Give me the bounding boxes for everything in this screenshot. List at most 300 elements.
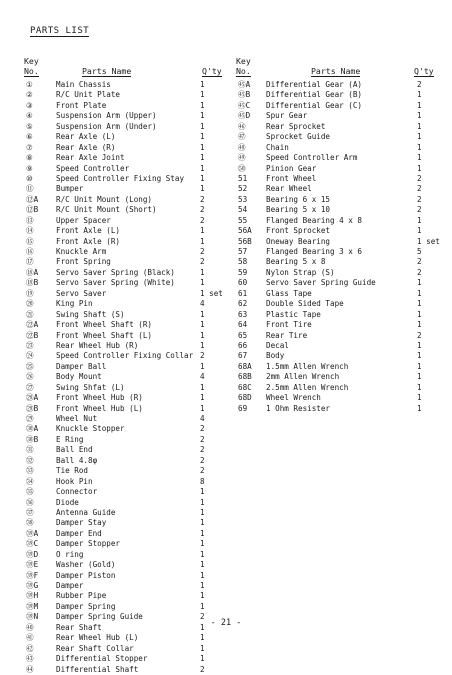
header-row [24,66,224,77]
part-key-number: ⑪ [26,184,34,194]
parts-list-row [24,560,224,570]
part-key-number: ㉞ [26,476,34,486]
part-quantity: 1 [200,497,205,507]
parts-list-row [236,257,446,267]
parts-list-row [236,143,446,153]
parts-list-row [236,268,446,278]
part-name: Ball 4.8φ [56,455,98,465]
page-number: - 21 - [210,618,242,628]
part-name: Hook Pin [56,476,93,486]
parts-list-row [236,341,446,351]
part-quantity: 1 [200,320,205,330]
part-name: Servo Saver [56,288,107,298]
part-name: Oneway Bearing [266,236,331,246]
part-key-number: ㊴G [26,581,39,590]
part-quantity: 1 [200,570,205,580]
part-quantity: 1 set [417,236,440,246]
part-quantity: 2 [417,330,422,340]
part-quantity: 1 [200,111,205,121]
parts-list-row [24,424,224,434]
parts-list-row [24,654,224,664]
part-key-number: ㊺B [238,90,251,100]
parts-list-row [24,487,224,497]
part-name: Damper Stopper [56,539,121,549]
parts-list-row [236,351,446,361]
part-quantity: 1 [200,622,205,632]
part-quantity: 2 [200,455,205,465]
part-quantity: 1 [200,654,205,664]
parts-list-row [24,237,224,247]
part-key-number: ㊿ [238,163,246,173]
part-name: Front Wheel Hub (R) [56,393,143,403]
part-quantity: 1 [417,163,422,173]
part-quantity: 2 [200,351,205,361]
part-key-number: ㉕ [26,361,34,371]
part-key-number: ⑱B [26,278,39,288]
part-key-number: ㊾ [238,153,246,163]
parts-list-row [24,205,224,215]
part-quantity: 1 [417,121,422,131]
part-quantity: 1 [200,403,205,413]
part-key-number: ㉛ [26,445,34,455]
parts-list-row [236,362,446,372]
parts-list-row [236,299,446,309]
part-name: Damper Ball [56,361,107,371]
parts-list-row [236,174,446,184]
part-name: Rear Axle (L) [56,132,116,142]
part-name: Swing Shaft (S) [56,309,125,319]
part-name: Speed Controller [56,163,130,173]
parts-list-row [24,633,224,643]
part-key-number: ⑲ [26,288,34,298]
part-name: Rear Wheel Hub (R) [56,340,139,350]
part-key-number: ㊴M [26,601,39,611]
part-quantity: 1 [200,236,205,246]
parts-list-row [236,205,446,215]
part-name: Bearing 5 x 8 [266,257,326,267]
part-name: R/C Unit Mount (Short) [56,205,157,215]
part-quantity: 1 [417,90,422,100]
part-key-number: 55 [238,215,248,225]
part-name: Rubber Pipe [56,591,107,601]
part-key-number: ⑬ [26,215,34,225]
part-name: Differential Gear (C) [266,100,363,110]
part-name: Wheel Nut [56,414,98,423]
part-name: Front Tire [266,320,312,330]
part-name: Bumper [56,184,84,194]
part-name: Damper Spring [56,601,116,611]
part-quantity: 1 [200,153,205,163]
part-name: Front Sprocket [266,226,331,236]
parts-list-row [24,644,224,654]
parts-list-row [24,435,224,445]
part-name: Front Axle (R) [56,236,121,246]
part-quantity: 1 [200,309,205,319]
part-key-number: ㊴C [26,539,39,549]
part-key-number: ㉚A [26,424,39,434]
part-key-number: ⑫B [26,205,39,215]
header-key: Key [236,56,251,66]
part-quantity: 2 [200,612,205,622]
parts-list-row [24,184,224,194]
part-key-number: ㊴H [26,591,39,601]
part-name: Front Wheel Hub (L) [56,403,143,413]
part-quantity: 1 [200,560,205,570]
part-name: Double Sided Tape [266,299,344,309]
parts-list-row [236,184,446,194]
part-quantity: 1 [200,330,205,340]
header-row [236,66,446,77]
part-key-number: ⑨ [26,163,33,173]
part-name: Differential Gear (B) [266,90,363,100]
part-name: Rear Axle (R) [56,142,116,152]
part-quantity: 4 [200,299,205,309]
part-key-number: 68D [238,393,252,403]
part-key-number: ㊺C [238,100,251,110]
parts-list-row [24,351,224,361]
part-key-number: 51 [238,173,248,183]
part-quantity: 1 [200,278,205,288]
parts-list-row [236,278,446,288]
part-key-number: ④ [26,111,33,121]
parts-list-row [24,383,224,393]
parts-list-row [24,602,224,612]
header-qty: Q'ty [202,66,222,76]
parts-list-left [24,80,224,675]
part-name: Body Mount [56,372,102,382]
part-key-number: ㉑ [26,309,34,319]
parts-list-row [24,289,224,299]
part-name: Speed Controller Fixing Collar [56,351,194,361]
parts-list-row [24,393,224,403]
part-key-number: ㉘B [26,403,39,413]
part-quantity: 1 [417,382,422,392]
part-quantity: 1 [200,340,205,350]
part-name: Swing Shfat (L) [56,382,125,392]
part-key-number: ㊴D [26,549,39,559]
part-name: Suspension Arm (Upper) [56,111,157,121]
parts-list-row [24,278,224,288]
parts-list-row [24,299,224,309]
parts-list-row [24,508,224,518]
parts-list-row [24,164,224,174]
part-key-number: ㉒A [26,320,39,330]
part-key-number: ㉓ [26,340,34,350]
parts-list-row [24,143,224,153]
part-quantity: 2 [417,257,422,267]
part-name: O ring [56,549,84,559]
parts-list-row [24,80,224,90]
part-quantity: 1 [200,633,205,643]
part-key-number: ⑤ [26,121,33,131]
parts-column-right [236,56,446,414]
parts-list-row [24,539,224,549]
parts-list-row [24,362,224,372]
part-key-number: 63 [238,309,248,319]
parts-list-row [236,289,446,299]
part-quantity: 1 [200,142,205,152]
part-name: Knuckle Arm [56,247,107,256]
part-quantity: 1 [417,215,422,225]
part-name: Servo Saver Spring Guide [266,278,376,288]
part-key-number: ㉖ [26,372,34,382]
page-title: PARTS LIST [30,26,90,36]
part-name: Body [266,351,285,361]
parts-list-row [24,445,224,455]
part-quantity: 2 [200,257,205,267]
part-name: Knuckle Stopper [56,424,125,434]
parts-list-row [24,320,224,330]
part-key-number: ㊶ [26,633,34,643]
part-quantity: 1 [200,267,205,277]
part-key-number: ① [26,80,33,89]
part-key-number: 52 [238,184,248,194]
part-quantity: 1 [417,393,422,403]
part-quantity: 1 [417,372,422,382]
part-key-number: ⑳ [26,299,34,309]
part-name: Front Axle (L) [56,226,121,236]
part-name: Differential Gear (A) [266,80,363,89]
parts-list-row [24,404,224,414]
part-quantity: 2 [417,267,422,277]
header-key: Key [24,56,39,66]
part-key-number: ⑮ [26,236,34,246]
parts-list-row [236,331,446,341]
header-parts-name: Parts Name [82,66,132,76]
part-name: Bearing 5 x 10 [266,205,331,215]
parts-list-row [24,153,224,163]
parts-list-row [236,383,446,393]
parts-list-row [236,80,446,90]
part-name: R/C Unit Plate [56,90,121,100]
parts-list-row [24,310,224,320]
part-name: 2mm Allen Wrench [266,372,340,382]
part-key-number: ㉟ [26,487,34,497]
part-name: Flanged Bearing 4 x 8 [266,215,363,225]
part-quantity: 1 [417,142,422,152]
parts-list-row [236,216,446,226]
part-key-number: ㉗ [26,382,34,392]
part-key-number: 66 [238,340,248,350]
part-quantity: 2 [417,205,422,215]
part-name: 1 Ohm Resister [266,403,331,413]
part-key-number: ⑫A [26,194,39,204]
part-quantity: 1 set [200,288,223,298]
part-name: Damper Piston [56,570,116,580]
part-quantity: 1 [200,382,205,392]
part-quantity: 1 [417,132,422,142]
parts-list-right [236,80,446,414]
part-name: Speed Controller Fixing Stay [56,173,185,183]
parts-list-row [24,372,224,382]
parts-list-row [24,195,224,205]
part-key-number: ㊲ [26,507,34,517]
part-name: Front Wheel [266,173,317,183]
parts-list-row [24,247,224,257]
part-key-number: ㊳ [26,518,34,528]
part-quantity: 1 [200,361,205,371]
part-quantity: 2 [417,184,422,194]
part-quantity: 1 [417,153,422,163]
part-name: Diode [56,497,79,507]
part-name: 2.5mm Allen Wrench [266,382,349,392]
part-quantity: 1 [200,549,205,559]
part-quantity: 1 [417,351,422,361]
part-name: Spur Gear [266,111,308,121]
part-name: Differential Shaft [56,664,139,674]
part-quantity: 2 [200,424,205,434]
part-key-number: 65 [238,330,248,340]
parts-list-row [24,550,224,560]
parts-list-row [236,404,446,414]
part-quantity: 1 [200,163,205,173]
part-quantity: 2 [200,445,205,455]
part-quantity: 1 [417,340,422,350]
part-name: Main Chassis [56,80,111,89]
part-quantity: 1 [200,393,205,403]
part-key-number: 62 [238,299,248,309]
part-name: Rear Wheel [266,184,312,194]
part-quantity: 1 [200,226,205,236]
part-name: Rear Wheel Hub (L) [56,633,139,643]
part-key-number: ㊸ [26,654,34,664]
part-key-number: 69 [238,403,248,413]
part-name: Rear Shaft Collar [56,643,134,653]
part-quantity: 2 [417,173,422,183]
part-key-number: ㊵ [26,622,34,632]
part-quantity: 1 [200,539,205,549]
part-key-number: ㊴N [26,612,39,622]
part-key-number: 60 [238,278,248,288]
part-name: Front Wheel Shaft (R) [56,320,153,330]
part-key-number: ㊽ [238,142,246,152]
parts-list-row [236,237,446,247]
parts-list-row [24,477,224,487]
part-quantity: 4 [200,414,205,423]
part-name: Damper End [56,528,102,538]
part-quantity: 1 [200,507,205,517]
parts-list-row [24,341,224,351]
part-quantity: 2 [200,194,205,204]
parts-list-row [236,247,446,257]
parts-list-row [236,90,446,100]
part-key-number: ⑭ [26,226,34,236]
header-no: No. [24,66,39,76]
part-key-number: 67 [238,351,248,361]
parts-list-row [24,498,224,508]
part-quantity: 2 [417,80,422,89]
part-key-number: ⑰ [26,257,34,267]
part-name: Front Wheel Shaft (L) [56,330,153,340]
parts-list-row [236,310,446,320]
parts-list-row [24,529,224,539]
parts-list-row [236,164,446,174]
part-key-number: 57 [238,247,248,256]
parts-list-row [24,571,224,581]
part-key-number: ㉔ [26,351,34,361]
part-quantity: 1 [200,173,205,183]
parts-list-row [24,466,224,476]
parts-list-row [24,216,224,226]
part-quantity: 1 [200,100,205,110]
part-key-number: 68C [238,382,252,392]
part-key-number: 59 [238,267,248,277]
part-name: Plastic Tape [266,309,321,319]
part-name: Rear Axle Joint [56,153,125,163]
parts-list-row [236,226,446,236]
parts-list-row [24,122,224,132]
parts-list-row [236,122,446,132]
part-quantity: 1 [200,601,205,611]
part-key-number: ㊺D [238,111,251,121]
part-quantity: 1 [200,132,205,142]
part-quantity: 1 [417,100,422,110]
part-name: Bearing 6 x 15 [266,194,331,204]
part-name: Connector [56,487,98,497]
part-name: Ball End [56,445,93,455]
part-name: Speed Controller Arm [266,153,358,163]
part-quantity: 1 [200,581,205,590]
part-quantity: 1 [417,309,422,319]
parts-list-row [24,257,224,267]
part-name: Washer (Gold) [56,560,116,570]
parts-list-row [236,101,446,111]
part-key-number: ㊻ [238,121,246,131]
part-name: Servo Saver Spring (Black) [56,267,175,277]
parts-list-row [236,195,446,205]
header-parts-name: Parts Name [311,66,361,76]
part-key-number: 58 [238,257,248,267]
part-key-number: ㊱ [26,497,34,507]
part-name: Damper Spring Guide [56,612,143,622]
part-name: Rear Shaft [56,622,102,632]
part-quantity: 4 [200,372,205,382]
part-name: Rear Sprocket [266,121,326,131]
part-quantity: 1 [200,518,205,528]
part-quantity: 1 [417,361,422,371]
parts-list-row [24,665,224,675]
part-name: Suspension Arm (Under) [56,121,157,131]
part-name: Sprocket Guide [266,132,331,142]
part-name: Rear Tire [266,330,308,340]
part-key-number: ㊺A [238,80,251,89]
part-key-number: ㊴A [26,528,39,538]
header-no: No. [236,66,251,76]
parts-list-row [24,268,224,278]
part-quantity: 1 [200,80,205,89]
part-key-number: 64 [238,320,248,330]
part-key-number: ⑦ [26,142,33,152]
part-quantity: 1 [200,90,205,100]
part-key-number: 68A [238,361,252,371]
part-key-number: ㊼ [238,132,246,142]
parts-list-row [24,331,224,341]
part-quantity: 1 [200,643,205,653]
part-quantity: 8 [200,476,205,486]
part-quantity: 2 [200,205,205,215]
part-key-number: 56B [238,236,252,246]
part-key-number: ㊹ [26,664,34,674]
part-key-number: ㉚B [26,434,39,444]
part-quantity: 1 [417,226,422,236]
part-key-number: ㉒B [26,330,39,340]
parts-list-row [24,132,224,142]
part-key-number: ⑥ [26,132,33,142]
part-key-number: ⑱A [26,267,39,277]
parts-list-row [236,153,446,163]
parts-list-row [24,581,224,591]
part-name: 1.5mm Allen Wrench [266,361,349,371]
